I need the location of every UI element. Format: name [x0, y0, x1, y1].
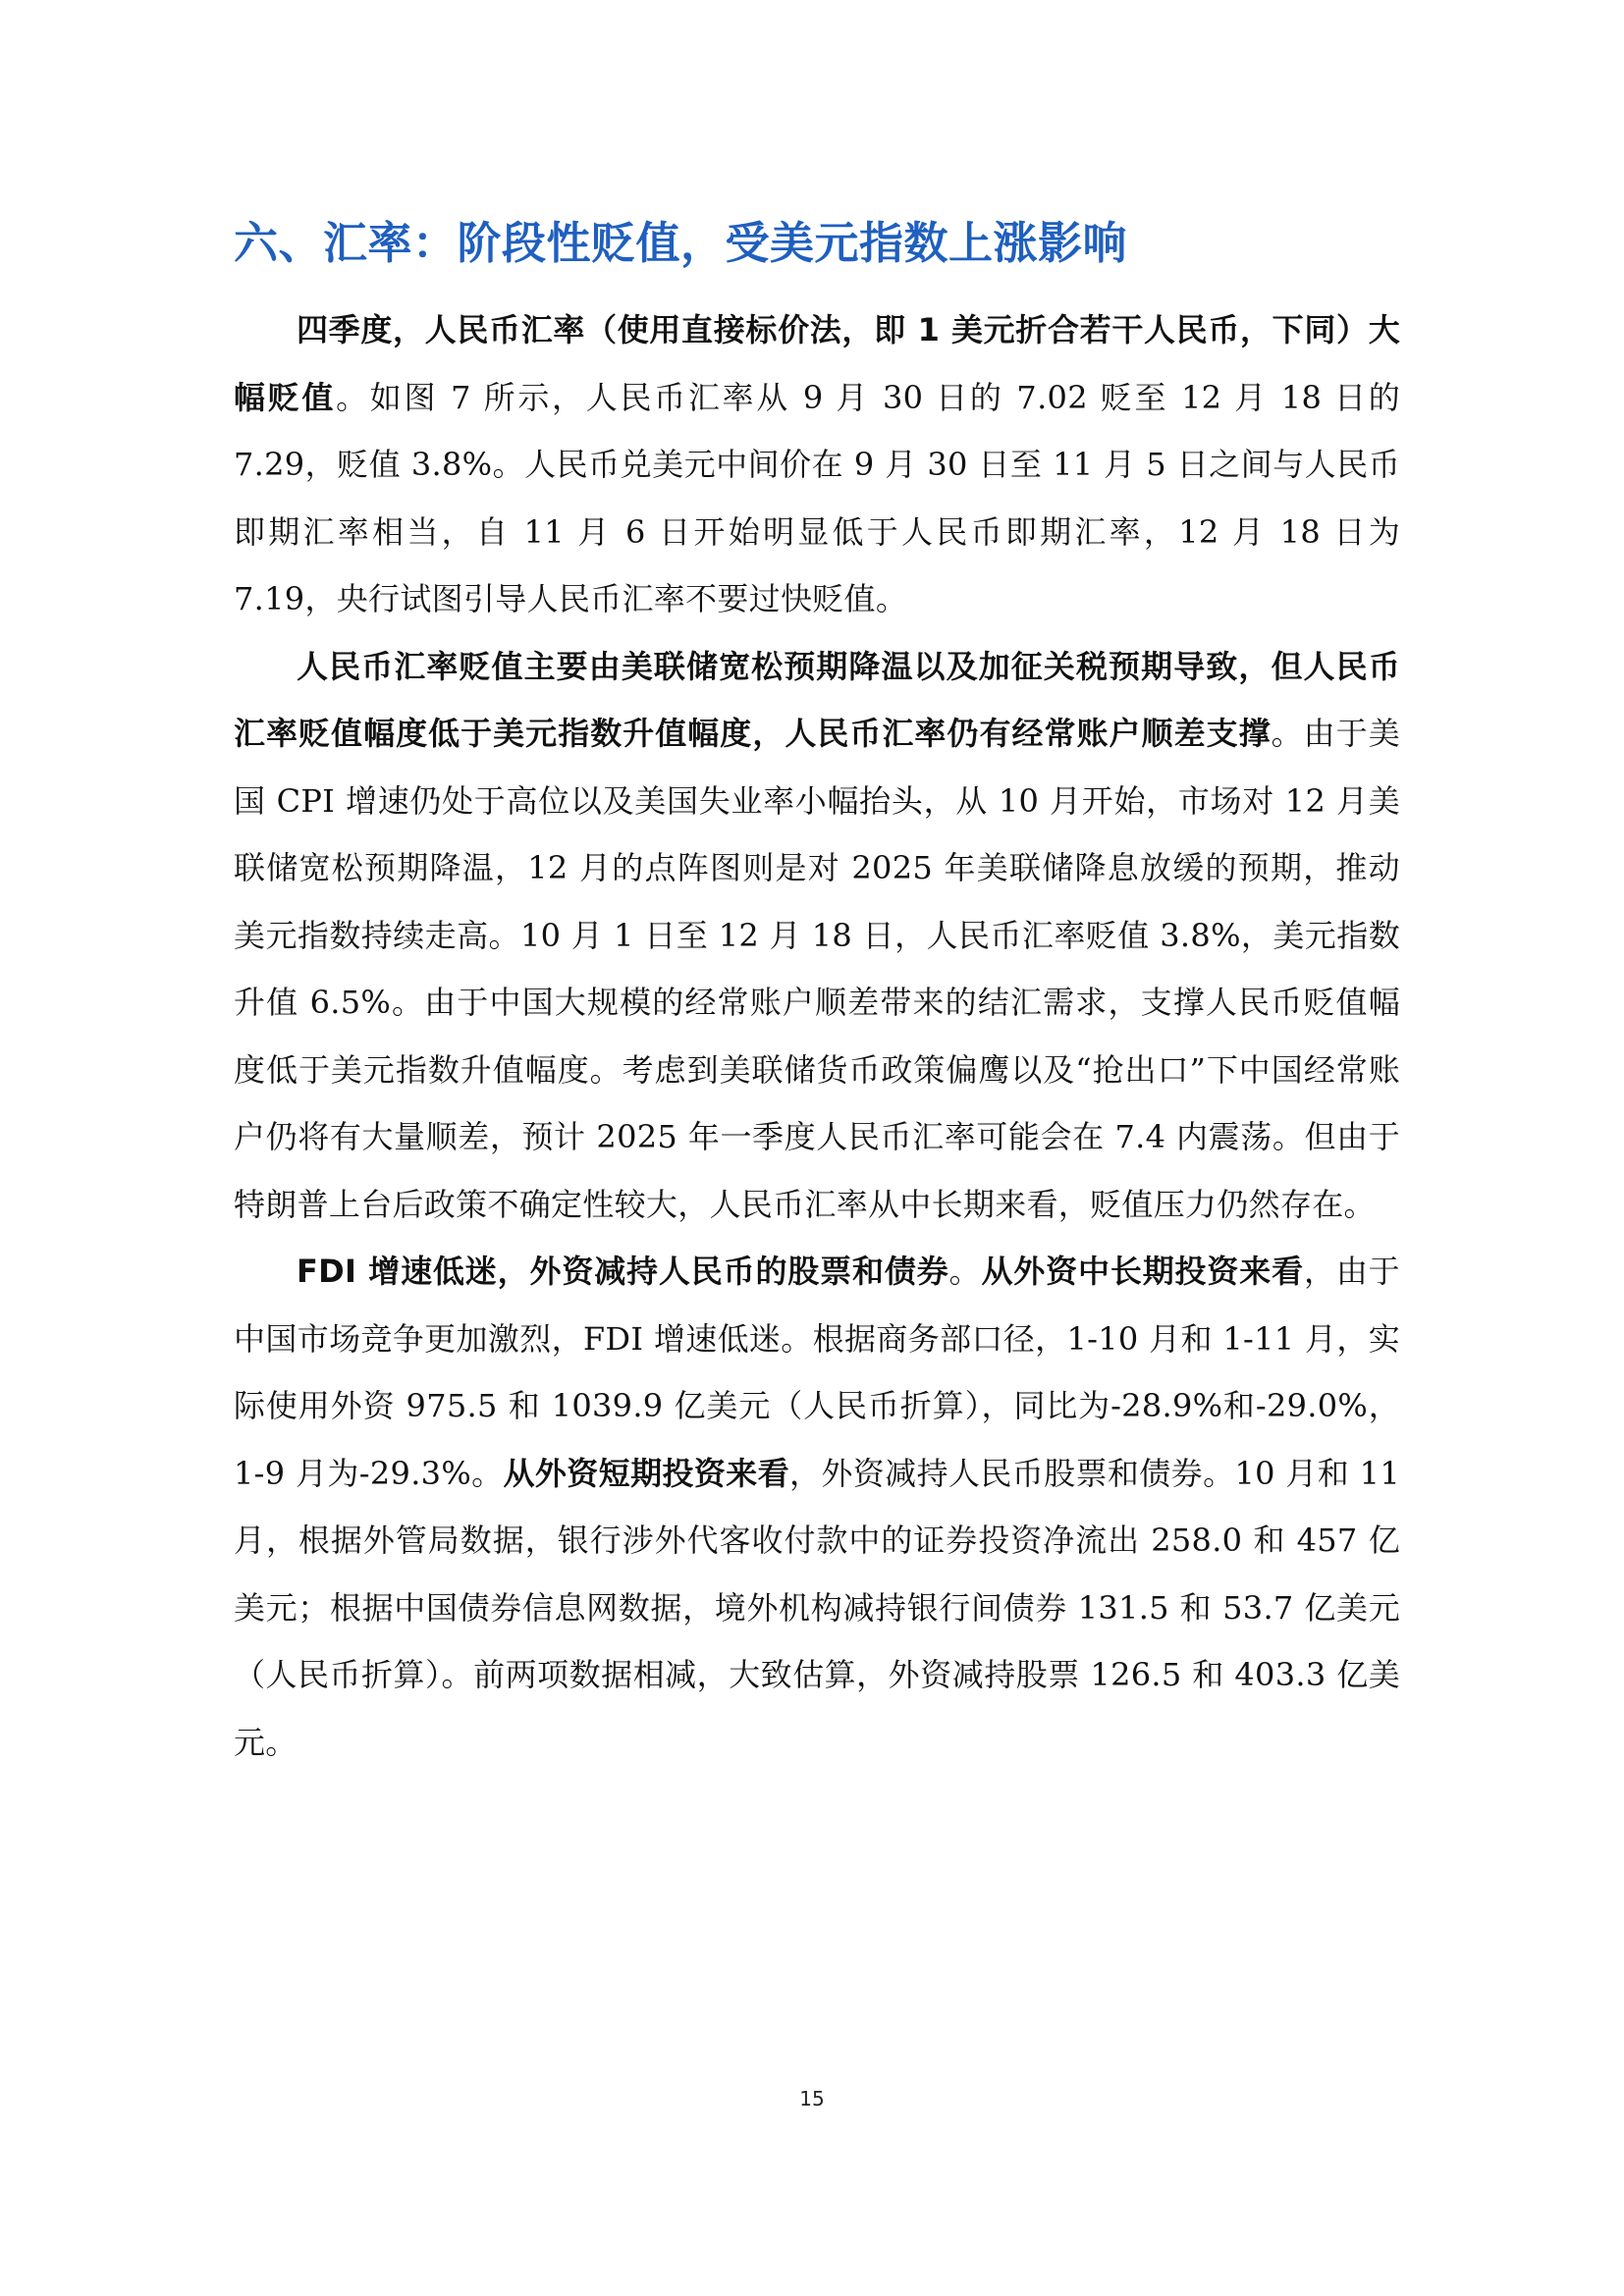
paragraph-text: 。: [948, 1253, 982, 1290]
paragraph-text: 。由于美国 CPI 增速仍处于高位以及美国失业率小幅抬头，从 10 月开始，市场对 12 月美联储宽松预期降温，12 月的点阵图则是对 2025 年美联储降息放缓的预期，推动美元指数持续走高。10 月 1 日至 12 月 18 日，人民币汇率贬值 3.8%，美元指数升值 6.5%。由于中国大规模的经常账户顺差带来的结汇需求，支撑人民币贬值幅度低于美元指数升值幅度。考虑到美联储货币政策偏鹰以及“抢出口”下中国经常账户仍将有大量顺差，预计 2025 年一季度人民币汇率可能会在 7.4 内震荡。但由于特朗普上台后政策不确定性较大，人民币汇率从中长期来看，贬值压力仍然存在。: [234, 715, 1400, 1223]
section-heading: 六、汇率：阶段性贬值，受美元指数上涨影响: [234, 217, 1128, 269]
paragraph-fdi: [234, 1238, 1400, 1776]
page-number: 15: [799, 2087, 825, 2110]
paragraph-depreciation-causes: [234, 633, 1400, 1239]
body-text: [234, 296, 1400, 1776]
paragraph-inline-bold: 从外资中长期投资来看: [981, 1253, 1304, 1290]
paragraph-exchange-rate: [234, 296, 1400, 633]
paragraph-text: 。如图 7 所示，人民币汇率从 9 月 30 日的 7.02 贬至 12 月 18 日的 7.29，贬值 3.8%。人民币兑美元中间价在 9 月 30 日至 11 月 5 日之间与人民币即期汇率相当，自 11 月 6 日开始明显低于人民币即期汇率，12 月 18 日为 7.19，央行试图引导人民币汇率不要过快贬值。: [234, 378, 1400, 617]
paragraph-lead-bold: 四季度，人民币汇率（使用直接标价法，即 1 美元折合若干人民币，下同）大幅贬值: [234, 311, 1400, 416]
paragraph-text: ，由于中国市场竞争更加激烈，FDI 增速低迷。根据商务部口径，1-10 月和 1-11 月，实际使用外资 975.5 和 1039.9 亿美元（人民币折算），同比为-28.9%和-29.0%，1-9 月为-29.3%。: [234, 1253, 1400, 1492]
paragraph-inline-bold: 从外资短期投资来看: [503, 1454, 790, 1492]
paragraph-lead-bold: 人民币汇率贬值主要由美联储宽松预期降温以及加征关税预期导致，但人民币汇率贬值幅度低于美元指数升值幅度，人民币汇率仍有经常账户顺差支撑: [234, 647, 1400, 752]
paragraph-lead-bold: FDI 增速低迷，外资减持人民币的股票和债券: [297, 1253, 949, 1290]
paragraph-text: ，外资减持人民币股票和债券。10 月和 11 月，根据外管局数据，银行涉外代客收付款中的证券投资净流出 258.0 和 457 亿美元；根据中国债券信息网数据，境外机构减持银行间债券 131.5 和 53.7 亿美元（人民币折算）。前两项数据相减，大致估算，外资减持股票 126.5 和 403.3 亿美元。: [234, 1454, 1400, 1761]
